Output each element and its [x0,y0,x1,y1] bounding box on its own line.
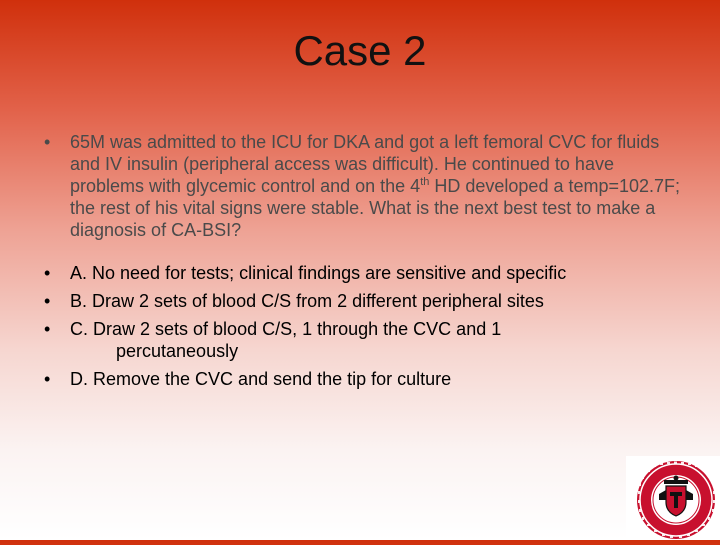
option-a [44,262,684,284]
bullet-dot: • [44,263,51,283]
bullet-dot: • [44,291,51,311]
option-a-text: A. No need for tests; clinical findings are sensitive and specific [70,263,567,283]
option-d-text: D. Remove the CVC and send the tip for culture [70,369,452,389]
slide-title: Case 2 [293,27,427,74]
option-b [44,290,684,312]
option-b-text: B. Draw 2 sets of blood C/S from 2 different peripheral sites [70,291,544,311]
case-text-superscript: th [420,176,430,188]
option-c-text-line1: C. Draw 2 sets of blood C/S, 1 through the CVC and 1 [70,319,502,339]
option-d [44,368,684,390]
case-text-part2: HD developed a temp=102.7F; the rest of his vital signs were stable. What is the next best test to make a diagnosis of CA-BSI? [70,176,681,240]
option-c [44,318,684,362]
bullet-dot: • [44,132,51,152]
university-seal-logo [626,456,720,540]
case-description [44,131,684,241]
bullet-dot: • [44,319,51,339]
bullet-list [44,131,684,396]
bullet-dot: • [44,369,51,389]
case-text-part1: 65M was admitted to the ICU for DKA and got a left femoral CVC for fluids and IV insulin (peripheral access was difficult). He continued to have problems with glycemic control and on the 4 [70,132,660,196]
seal-icon [626,456,720,540]
option-c-text-line2: percutaneously [116,341,239,361]
